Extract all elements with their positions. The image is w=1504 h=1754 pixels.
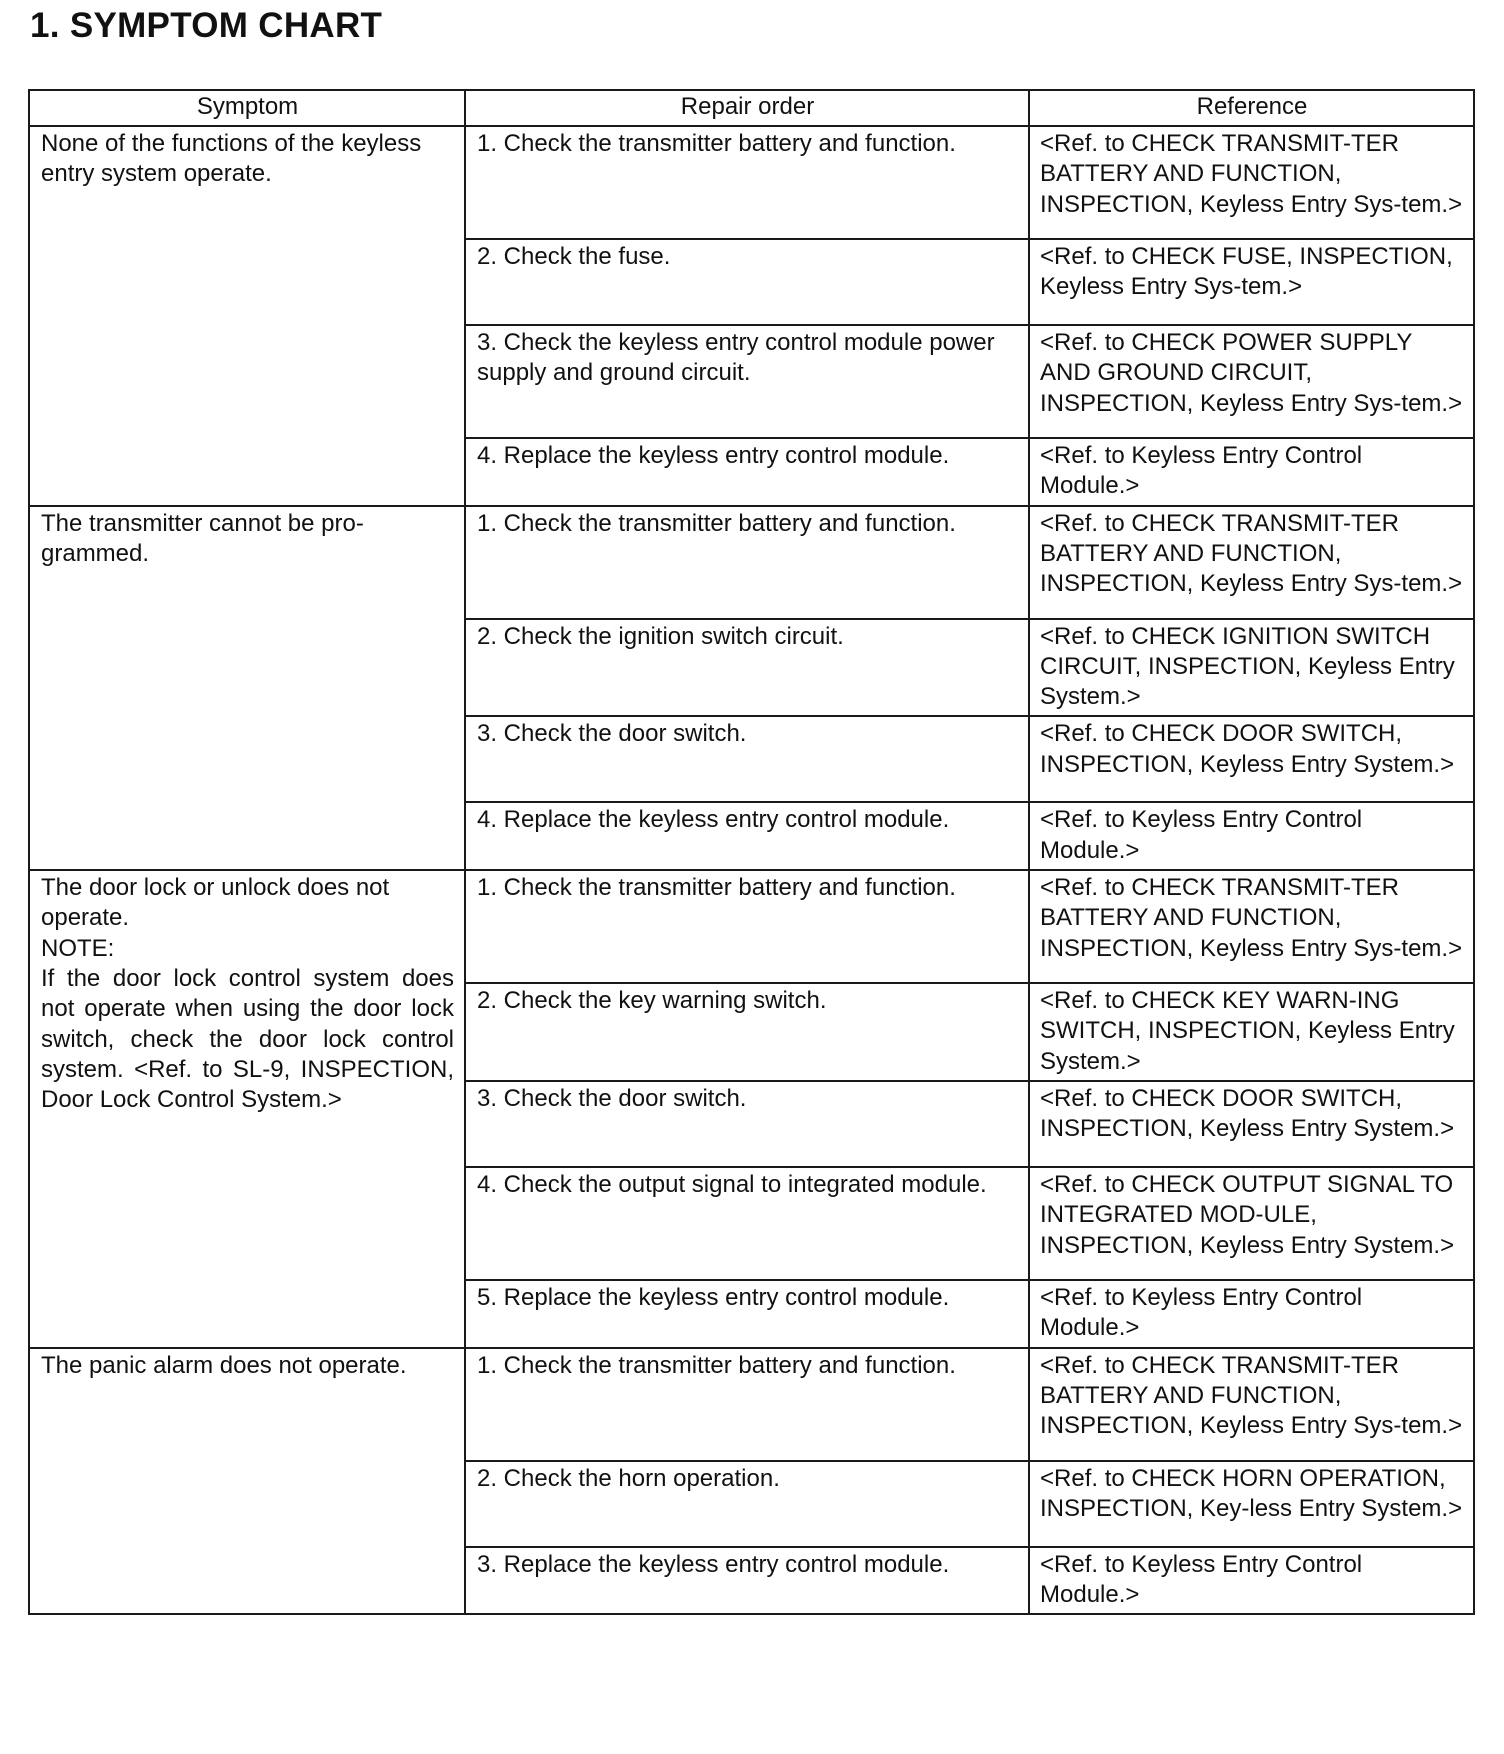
reference-cell: <Ref. to CHECK TRANSMIT-TER BATTERY AND FUNCTION, INSPECTION, Keyless Entry Sys-tem.> — [1029, 870, 1474, 983]
reference-cell: <Ref. to Keyless Entry Control Module.> — [1029, 438, 1474, 506]
symptom-text: The door lock or unlock does not operate. — [41, 874, 390, 932]
reference-cell: <Ref. to CHECK HORN OPERATION, INSPECTION, Key-less Entry System.> — [1029, 1461, 1474, 1547]
repair-order-cell: 3. Replace the keyless entry control module. — [465, 1547, 1029, 1615]
note-label: NOTE: — [41, 934, 115, 962]
table-row — [29, 126, 1474, 239]
note-text: If the door lock control system does not operate when using the door lock switch, check the door lock control system. <Ref. to SL-9, INSPECTION, Door Lock Control System.> — [41, 964, 454, 1114]
symptom-cell — [29, 126, 465, 506]
symptom-cell — [29, 870, 465, 1347]
repair-order-cell: 1. Check the transmitter battery and function. — [465, 126, 1029, 239]
repair-order-cell: 3. Check the door switch. — [465, 1081, 1029, 1167]
reference-cell: <Ref. to CHECK IGNITION SWITCH CIRCUIT, INSPECTION, Keyless Entry System.> — [1029, 619, 1474, 717]
page-title: 1. SYMPTOM CHART — [30, 6, 383, 45]
table-row — [29, 1348, 1474, 1461]
repair-order-cell: 4. Replace the keyless entry control module. — [465, 438, 1029, 506]
table-row — [29, 870, 1474, 983]
reference-cell: <Ref. to CHECK OUTPUT SIGNAL TO INTEGRATED MOD-ULE, INSPECTION, Keyless Entry System.> — [1029, 1167, 1474, 1280]
repair-order-cell: 4. Check the output signal to integrated module. — [465, 1167, 1029, 1280]
table-row — [29, 506, 1474, 619]
table-header-row — [29, 90, 1474, 126]
reference-cell: <Ref. to CHECK TRANSMIT-TER BATTERY AND FUNCTION, INSPECTION, Keyless Entry Sys-tem.> — [1029, 126, 1474, 239]
reference-cell: <Ref. to Keyless Entry Control Module.> — [1029, 1280, 1474, 1348]
symptom-cell — [29, 506, 465, 870]
repair-order-cell: 4. Replace the keyless entry control module. — [465, 802, 1029, 870]
header-repair-order: Repair order — [465, 90, 1029, 126]
reference-cell: <Ref. to CHECK TRANSMIT-TER BATTERY AND FUNCTION, INSPECTION, Keyless Entry Sys-tem.> — [1029, 506, 1474, 619]
reference-cell: <Ref. to CHECK TRANSMIT-TER BATTERY AND FUNCTION, INSPECTION, Keyless Entry Sys-tem.> — [1029, 1348, 1474, 1461]
symptom-text: None of the functions of the keyless entry system operate. — [41, 130, 422, 188]
repair-order-cell: 3. Check the keyless entry control module power supply and ground circuit. — [465, 325, 1029, 438]
header-reference: Reference — [1029, 90, 1474, 126]
reference-cell: <Ref. to CHECK DOOR SWITCH, INSPECTION, Keyless Entry System.> — [1029, 716, 1474, 802]
symptom-cell — [29, 1348, 465, 1615]
repair-order-cell: 3. Check the door switch. — [465, 716, 1029, 802]
symptom-text: The panic alarm does not operate. — [41, 1351, 407, 1379]
repair-order-cell: 1. Check the transmitter battery and function. — [465, 1348, 1029, 1461]
repair-order-cell: 2. Check the key warning switch. — [465, 983, 1029, 1081]
repair-order-cell: 2. Check the ignition switch circuit. — [465, 619, 1029, 717]
reference-cell: <Ref. to CHECK POWER SUPPLY AND GROUND CIRCUIT, INSPECTION, Keyless Entry Sys-tem.> — [1029, 325, 1474, 438]
repair-order-cell: 1. Check the transmitter battery and function. — [465, 870, 1029, 983]
repair-order-cell: 2. Check the horn operation. — [465, 1461, 1029, 1547]
reference-cell: <Ref. to CHECK DOOR SWITCH, INSPECTION, Keyless Entry System.> — [1029, 1081, 1474, 1167]
reference-cell: <Ref. to CHECK FUSE, INSPECTION, Keyless Entry Sys-tem.> — [1029, 239, 1474, 325]
symptom-chart-table — [28, 89, 1475, 1615]
symptom-text: The transmitter cannot be pro-grammed. — [41, 509, 364, 567]
reference-cell: <Ref. to CHECK KEY WARN-ING SWITCH, INSPECTION, Keyless Entry System.> — [1029, 983, 1474, 1081]
repair-order-cell: 5. Replace the keyless entry control module. — [465, 1280, 1029, 1348]
table-body — [29, 126, 1474, 1614]
reference-cell: <Ref. to Keyless Entry Control Module.> — [1029, 1547, 1474, 1615]
repair-order-cell: 2. Check the fuse. — [465, 239, 1029, 325]
header-symptom: Symptom — [29, 90, 465, 126]
reference-cell: <Ref. to Keyless Entry Control Module.> — [1029, 802, 1474, 870]
repair-order-cell: 1. Check the transmitter battery and function. — [465, 506, 1029, 619]
